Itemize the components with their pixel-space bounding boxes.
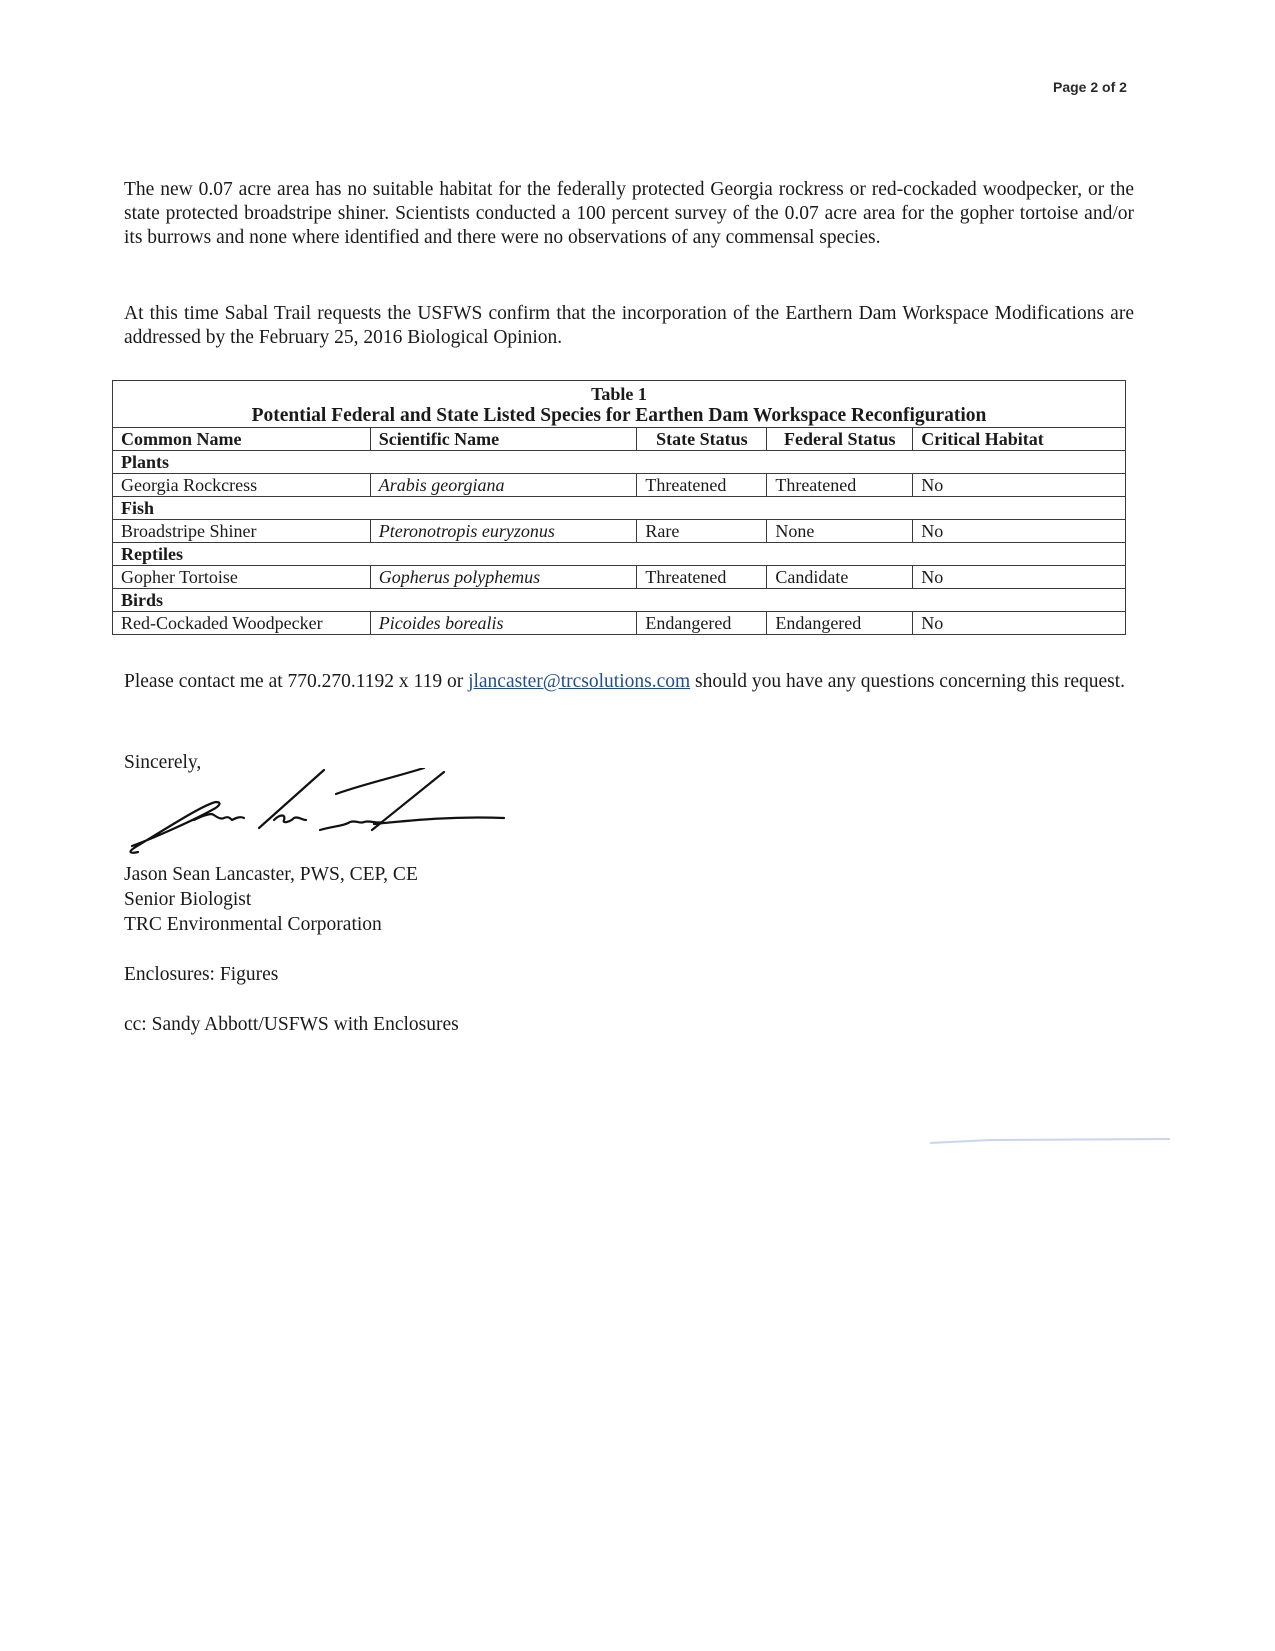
state-status-cell: Threatened — [637, 566, 767, 589]
category-label: Reptiles — [113, 543, 1126, 566]
column-header-federal-status: Federal Status — [767, 428, 913, 451]
paragraph-habitat-survey: The new 0.07 acre area has no suitable habitat for the federally protected Georgia rockress or red-cockaded woodpecker, or the state protected broadstripe shiner. Scientists conducted a 100 percent survey of the 0.07 acre area for the gopher tortoise and/or its burrows and none where identified and there were no observations of any commensal species. — [124, 179, 1134, 248]
table-subtitle: Potential Federal and State Listed Species for Earthen Dam Workspace Reconfiguration — [251, 405, 987, 426]
category-row-plants — [113, 451, 1126, 474]
paragraph-request: At this time Sabal Trail requests the USFWS confirm that the incorporation of the Earthern Dam Workspace Modifications are addressed by the February 25, 2016 Biological Opinion. — [124, 303, 1134, 348]
category-label: Birds — [113, 589, 1126, 612]
table-header-row — [113, 428, 1126, 451]
federal-status-cell: Endangered — [767, 612, 913, 635]
scientific-name-cell: Arabis georgiana — [370, 474, 637, 497]
column-header-state-status: State Status — [637, 428, 767, 451]
column-header-critical-habitat: Critical Habitat — [913, 428, 1126, 451]
critical-habitat-cell: No — [913, 612, 1126, 635]
cc-line: cc: Sandy Abbott/USFWS with Enclosures — [124, 1014, 459, 1035]
scientific-name-cell: Pteronotropis euryzonus — [370, 520, 637, 543]
signer-company: TRC Environmental Corporation — [124, 914, 382, 935]
table-title-row — [113, 381, 1126, 428]
table-row — [113, 520, 1126, 543]
signer-name: Jason Sean Lancaster, PWS, CEP, CE — [124, 864, 418, 885]
column-header-scientific-name: Scientific Name — [370, 428, 637, 451]
email-link[interactable]: jlancaster@trcsolutions.com — [468, 671, 691, 692]
category-label: Fish — [113, 497, 1126, 520]
table-title-cell — [113, 381, 1126, 428]
enclosures-line: Enclosures: Figures — [124, 964, 279, 985]
table-row — [113, 474, 1126, 497]
table-title: Table 1 — [591, 384, 647, 404]
category-row-birds — [113, 589, 1126, 612]
paragraph-contact — [124, 670, 1134, 694]
signature-block — [124, 862, 418, 937]
common-name-cell: Red-Cockaded Woodpecker — [113, 612, 371, 635]
critical-habitat-cell: No — [913, 520, 1126, 543]
salutation: Sincerely, — [124, 752, 202, 773]
table-row — [113, 612, 1126, 635]
page-number: Page 2 of 2 — [1053, 79, 1127, 95]
category-label: Plants — [113, 451, 1126, 474]
federal-status-cell: Threatened — [767, 474, 913, 497]
critical-habitat-cell: No — [913, 474, 1126, 497]
scientific-name-cell: Gopherus polyphemus — [370, 566, 637, 589]
federal-status-cell: None — [767, 520, 913, 543]
common-name-cell: Gopher Tortoise — [113, 566, 371, 589]
scan-artifact-mark — [930, 1138, 1170, 1144]
table-row — [113, 566, 1126, 589]
category-row-reptiles — [113, 543, 1126, 566]
species-table-container — [112, 380, 1126, 635]
state-status-cell: Threatened — [637, 474, 767, 497]
critical-habitat-cell: No — [913, 566, 1126, 589]
signer-title: Senior Biologist — [124, 889, 252, 910]
state-status-cell: Rare — [637, 520, 767, 543]
state-status-cell: Endangered — [637, 612, 767, 635]
signature-image — [124, 768, 544, 858]
common-name-cell: Georgia Rockcress — [113, 474, 371, 497]
federal-status-cell: Candidate — [767, 566, 913, 589]
contact-text-suffix: should you have any questions concerning this request. — [690, 671, 1126, 692]
column-header-common-name: Common Name — [113, 428, 371, 451]
contact-text-prefix: Please contact me at 770.270.1192 x 119 or — [124, 671, 469, 692]
species-table — [112, 380, 1126, 635]
scientific-name-cell: Picoides borealis — [370, 612, 637, 635]
common-name-cell: Broadstripe Shiner — [113, 520, 371, 543]
category-row-fish — [113, 497, 1126, 520]
